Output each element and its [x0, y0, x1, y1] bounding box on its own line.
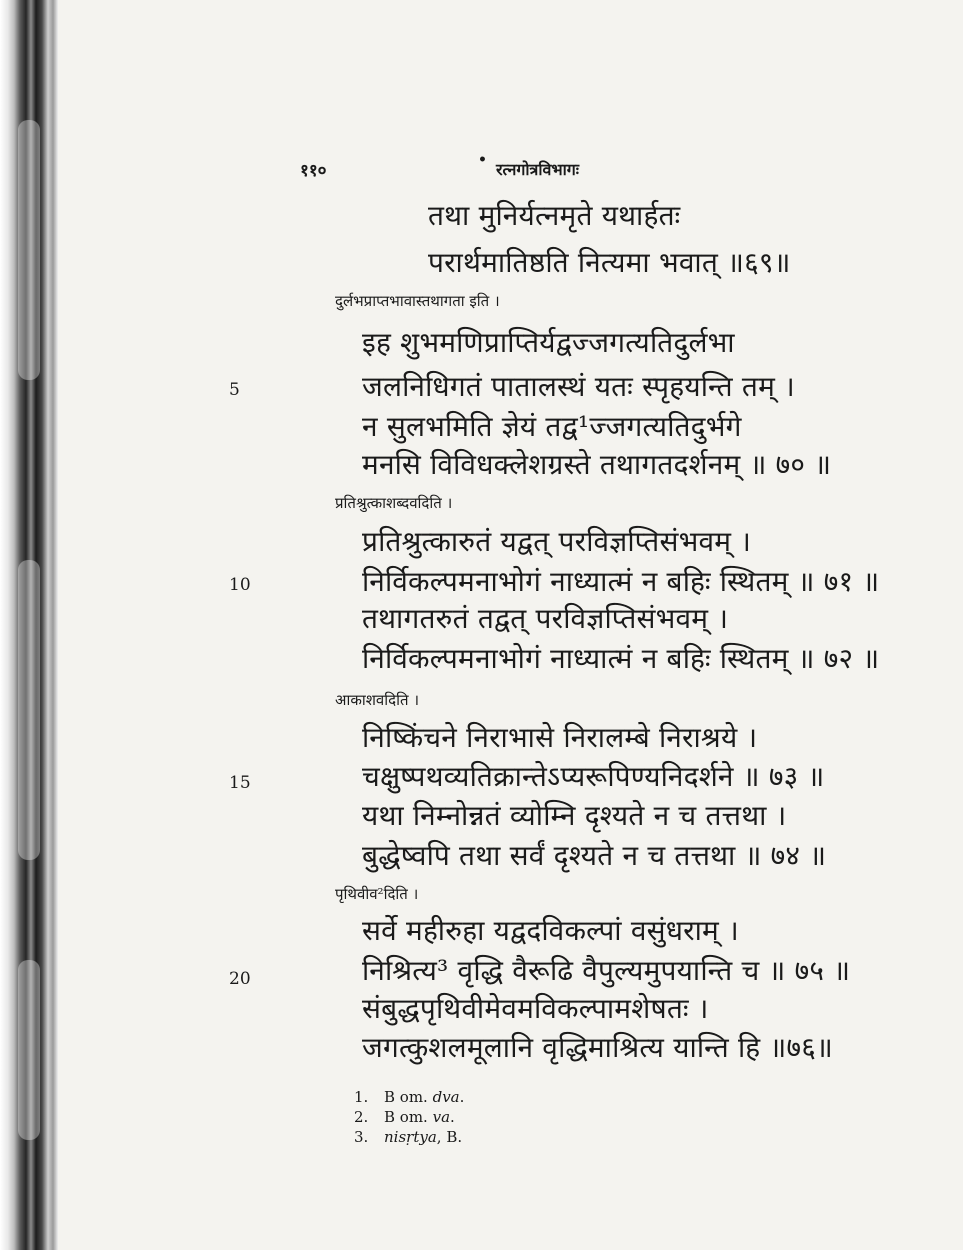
- footnote-italic: va: [432, 1108, 451, 1126]
- footnote-number: 3.: [354, 1128, 369, 1146]
- verse-line: इह शुभमणिप्राप्तिर्यद्वज्जगत्यतिदुर्लभा: [362, 326, 735, 359]
- prose-line: प्रतिश्रुत्काशब्दवदिति ।: [335, 494, 453, 512]
- verse-line: मनसि विविधक्लेशग्रस्ते तथागतदर्शनम् ॥ ७० ॥: [362, 448, 832, 481]
- footnote-suffix: .: [459, 1088, 465, 1106]
- verse-line: संबुद्धपृथिवीमेवमविकल्पामशेषतः ।: [362, 992, 709, 1025]
- verse-line: तथा मुनिर्यत्नमृते यथार्हतः: [428, 199, 681, 232]
- footnote-suffix: , B.: [436, 1128, 463, 1146]
- header-title: रत्नगोत्रविभागः: [496, 160, 579, 179]
- verse-line: निर्विकल्पमनाभोगं नाध्यात्मं न बहिः स्थितम् ॥ ७२ ॥: [362, 642, 880, 675]
- footnote-italic: dva: [432, 1088, 460, 1106]
- line-number: 15: [229, 773, 251, 793]
- binding-streak: [18, 120, 40, 380]
- line-number: 5: [229, 380, 240, 400]
- footnote-number: 2.: [354, 1108, 369, 1126]
- verse-line: बुद्धेष्वपि तथा सर्वं दृश्यते न च तत्तथा ॥ ७४ ॥: [362, 839, 827, 872]
- binding-edge: [0, 0, 58, 1250]
- verse-line: जगत्कुशलमूलानि वृद्धिमाश्रित्य यान्ति हि ॥७६॥: [362, 1031, 833, 1064]
- footnote: [354, 1088, 464, 1106]
- footnote-suffix: .: [450, 1108, 455, 1126]
- page-number: ११०: [300, 161, 327, 181]
- verse-line: परार्थमातिष्ठति नित्यमा भवात् ॥६९॥: [428, 246, 791, 279]
- prose-line: आकाशवदिति ।: [335, 691, 420, 709]
- verse-line: तथागतरुतं तद्वत् परविज्ञप्तिसंभवम् ।: [362, 602, 729, 635]
- footnote-text: B om.: [384, 1088, 433, 1106]
- verse-line: निष्किंचने निराभासे निरालम्बे निराश्रये ।: [362, 721, 758, 754]
- line-number: 20: [229, 969, 251, 989]
- verse-line: जलनिधिगतं पातालस्थं यतः स्पृहयन्ति तम् ।: [362, 370, 795, 403]
- verse-line: निर्विकल्पमनाभोगं नाध्यात्मं न बहिः स्थितम् ॥ ७१ ॥: [362, 565, 880, 598]
- footnote: [354, 1108, 455, 1126]
- footnote: [354, 1128, 462, 1146]
- footnote-number: 1.: [354, 1088, 369, 1106]
- footnote-text: B om.: [384, 1108, 433, 1126]
- prose-line: पृथिवीव²दिति ।: [335, 885, 419, 903]
- verse-line: यथा निम्नोन्नतं व्योम्नि दृश्यते न च तत्तथा ।: [362, 799, 787, 832]
- binding-streak: [18, 560, 40, 860]
- verse-line: निश्रित्य³ वृद्धि वैरूढि वैपुल्यमुपयान्ति च ॥ ७५ ॥: [362, 954, 851, 987]
- footnote-italic: nisṛtya: [384, 1128, 437, 1146]
- verse-line: न सुलभमिति ज्ञेयं तद्व¹ज्जगत्यतिदुर्भगे: [362, 410, 742, 443]
- prose-line: दुर्लभप्राप्तभावास्तथागता इति ।: [335, 292, 500, 310]
- header-dot: •: [478, 152, 487, 168]
- verse-line: चक्षुष्पथव्यतिक्रान्तेऽप्यरूपिण्यनिदर्शने ॥ ७३ ॥: [362, 760, 825, 793]
- binding-streak: [18, 960, 40, 1140]
- verse-line: प्रतिश्रुत्कारुतं यद्वत् परविज्ञप्तिसंभवम् ।: [362, 525, 752, 558]
- verse-line: सर्वे महीरुहा यद्वदविकल्पां वसुंधराम् ।: [362, 914, 739, 947]
- line-number: 10: [229, 575, 251, 595]
